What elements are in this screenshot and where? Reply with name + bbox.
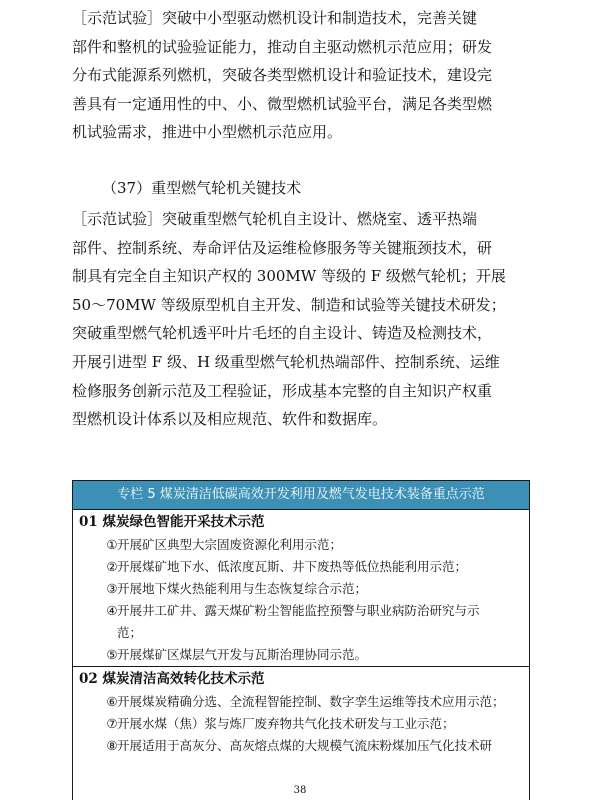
item-number: ⑧ xyxy=(106,738,118,753)
item-number: ① xyxy=(106,537,118,552)
paragraph-line: 部件和整机的试验验证能力，推动自主驱动燃机示范应用；研发 xyxy=(72,37,493,56)
item-text: 开展适用于高灰分、高灰熔点煤的大规模气流床粉煤加压气化技术研 xyxy=(117,738,493,753)
item-number: ⑤ xyxy=(106,647,118,662)
item-text: 开展煤矿区煤层气开发与瓦斯治理协同示范。 xyxy=(117,647,368,662)
list-item xyxy=(73,644,529,666)
list-item xyxy=(73,691,529,713)
paragraph-line: 制具有完全自主知识产权的 300MW 等级的 F 级燃气轮机；开展 xyxy=(72,267,506,286)
item-text: 开展煤矿地下水、低浓度瓦斯、井下废热等低位热能利用示范； xyxy=(117,559,468,574)
list-item xyxy=(73,578,529,600)
item-number: ③ xyxy=(106,581,118,596)
item-text: 开展煤炭精确分选、全流程智能控制、数字孪生运维等技术应用示范； xyxy=(117,694,505,709)
paragraph-line: 机试验需求，推进中小型燃机示范应用。 xyxy=(72,123,343,142)
paragraph-heavy-gas-turbine xyxy=(72,205,530,434)
item-text: 开展地下煤火热能利用与生态恢复综合示范； xyxy=(117,581,368,596)
column-box-title: 专栏 5 煤炭清洁低碳高效开发利用及燃气发电技术装备重点示范 xyxy=(73,481,529,510)
paragraph-line: 善具有一定通用性的中、小、微型燃机试验平台，满足各类型燃 xyxy=(72,94,493,113)
item-number: ⑦ xyxy=(106,716,118,731)
item-text: 开展矿区典型大宗固废资源化利用示范； xyxy=(117,537,343,552)
paragraph-line: 部件、控制系统、寿命评估及运维检修服务等关键瓶颈技术，研 xyxy=(72,238,493,257)
list-item xyxy=(73,735,529,757)
paragraph-line: 检修服务创新示范及工程验证，形成基本完整的自主知识产权重 xyxy=(72,381,493,400)
section-heading: （37）重型燃气轮机关键技术 xyxy=(102,179,302,197)
list-item xyxy=(73,534,529,556)
box-section-title: 01 煤炭绿色智能开采技术示范 xyxy=(79,514,265,530)
paragraph-line: 分布式能源系列燃机，突破各类型燃机设计和验证技术，建设完 xyxy=(72,66,493,85)
paragraph-line: 50～70MW 等级原型机自主开发、制造和试验等关键技术研发； xyxy=(72,295,506,314)
paragraph-line: 型燃机设计体系以及相应规范、软件和数据库。 xyxy=(72,410,388,429)
list-item xyxy=(73,556,529,578)
item-number: ② xyxy=(106,559,118,574)
list-item xyxy=(73,600,529,644)
item-text: 开展水煤（焦）浆与炼厂废弃物共气化技术研发与工业示范； xyxy=(117,716,455,731)
box-section-title: 02 煤炭清洁高效转化技术示范 xyxy=(73,666,529,691)
list-item xyxy=(73,713,529,735)
item-text-continuation: 范； xyxy=(117,625,143,640)
page-number: 38 xyxy=(293,785,307,796)
paragraph-line: 开展引进型 F 级、H 级重型燃气轮机热端部件、控制系统、运维 xyxy=(72,352,500,371)
paragraph-line: ［示范试验］突破重型燃气轮机自主设计、燃烧室、透平热端 xyxy=(72,210,478,228)
column-box xyxy=(72,480,530,800)
item-number: ④ xyxy=(106,603,118,618)
paragraph-line: ［示范试验］突破中小型驱动燃机设计和制造技术，完善关键 xyxy=(72,9,478,27)
item-number: ⑥ xyxy=(106,694,118,709)
paragraph-line: 突破重型燃气轮机透平叶片毛坯的自主设计、铸造及检测技术， xyxy=(72,324,493,343)
paragraph-small-gas-turbine xyxy=(72,4,530,147)
item-text: 开展井工矿井、露天煤矿粉尘智能监控预警与职业病防治研究与示 xyxy=(117,603,480,618)
